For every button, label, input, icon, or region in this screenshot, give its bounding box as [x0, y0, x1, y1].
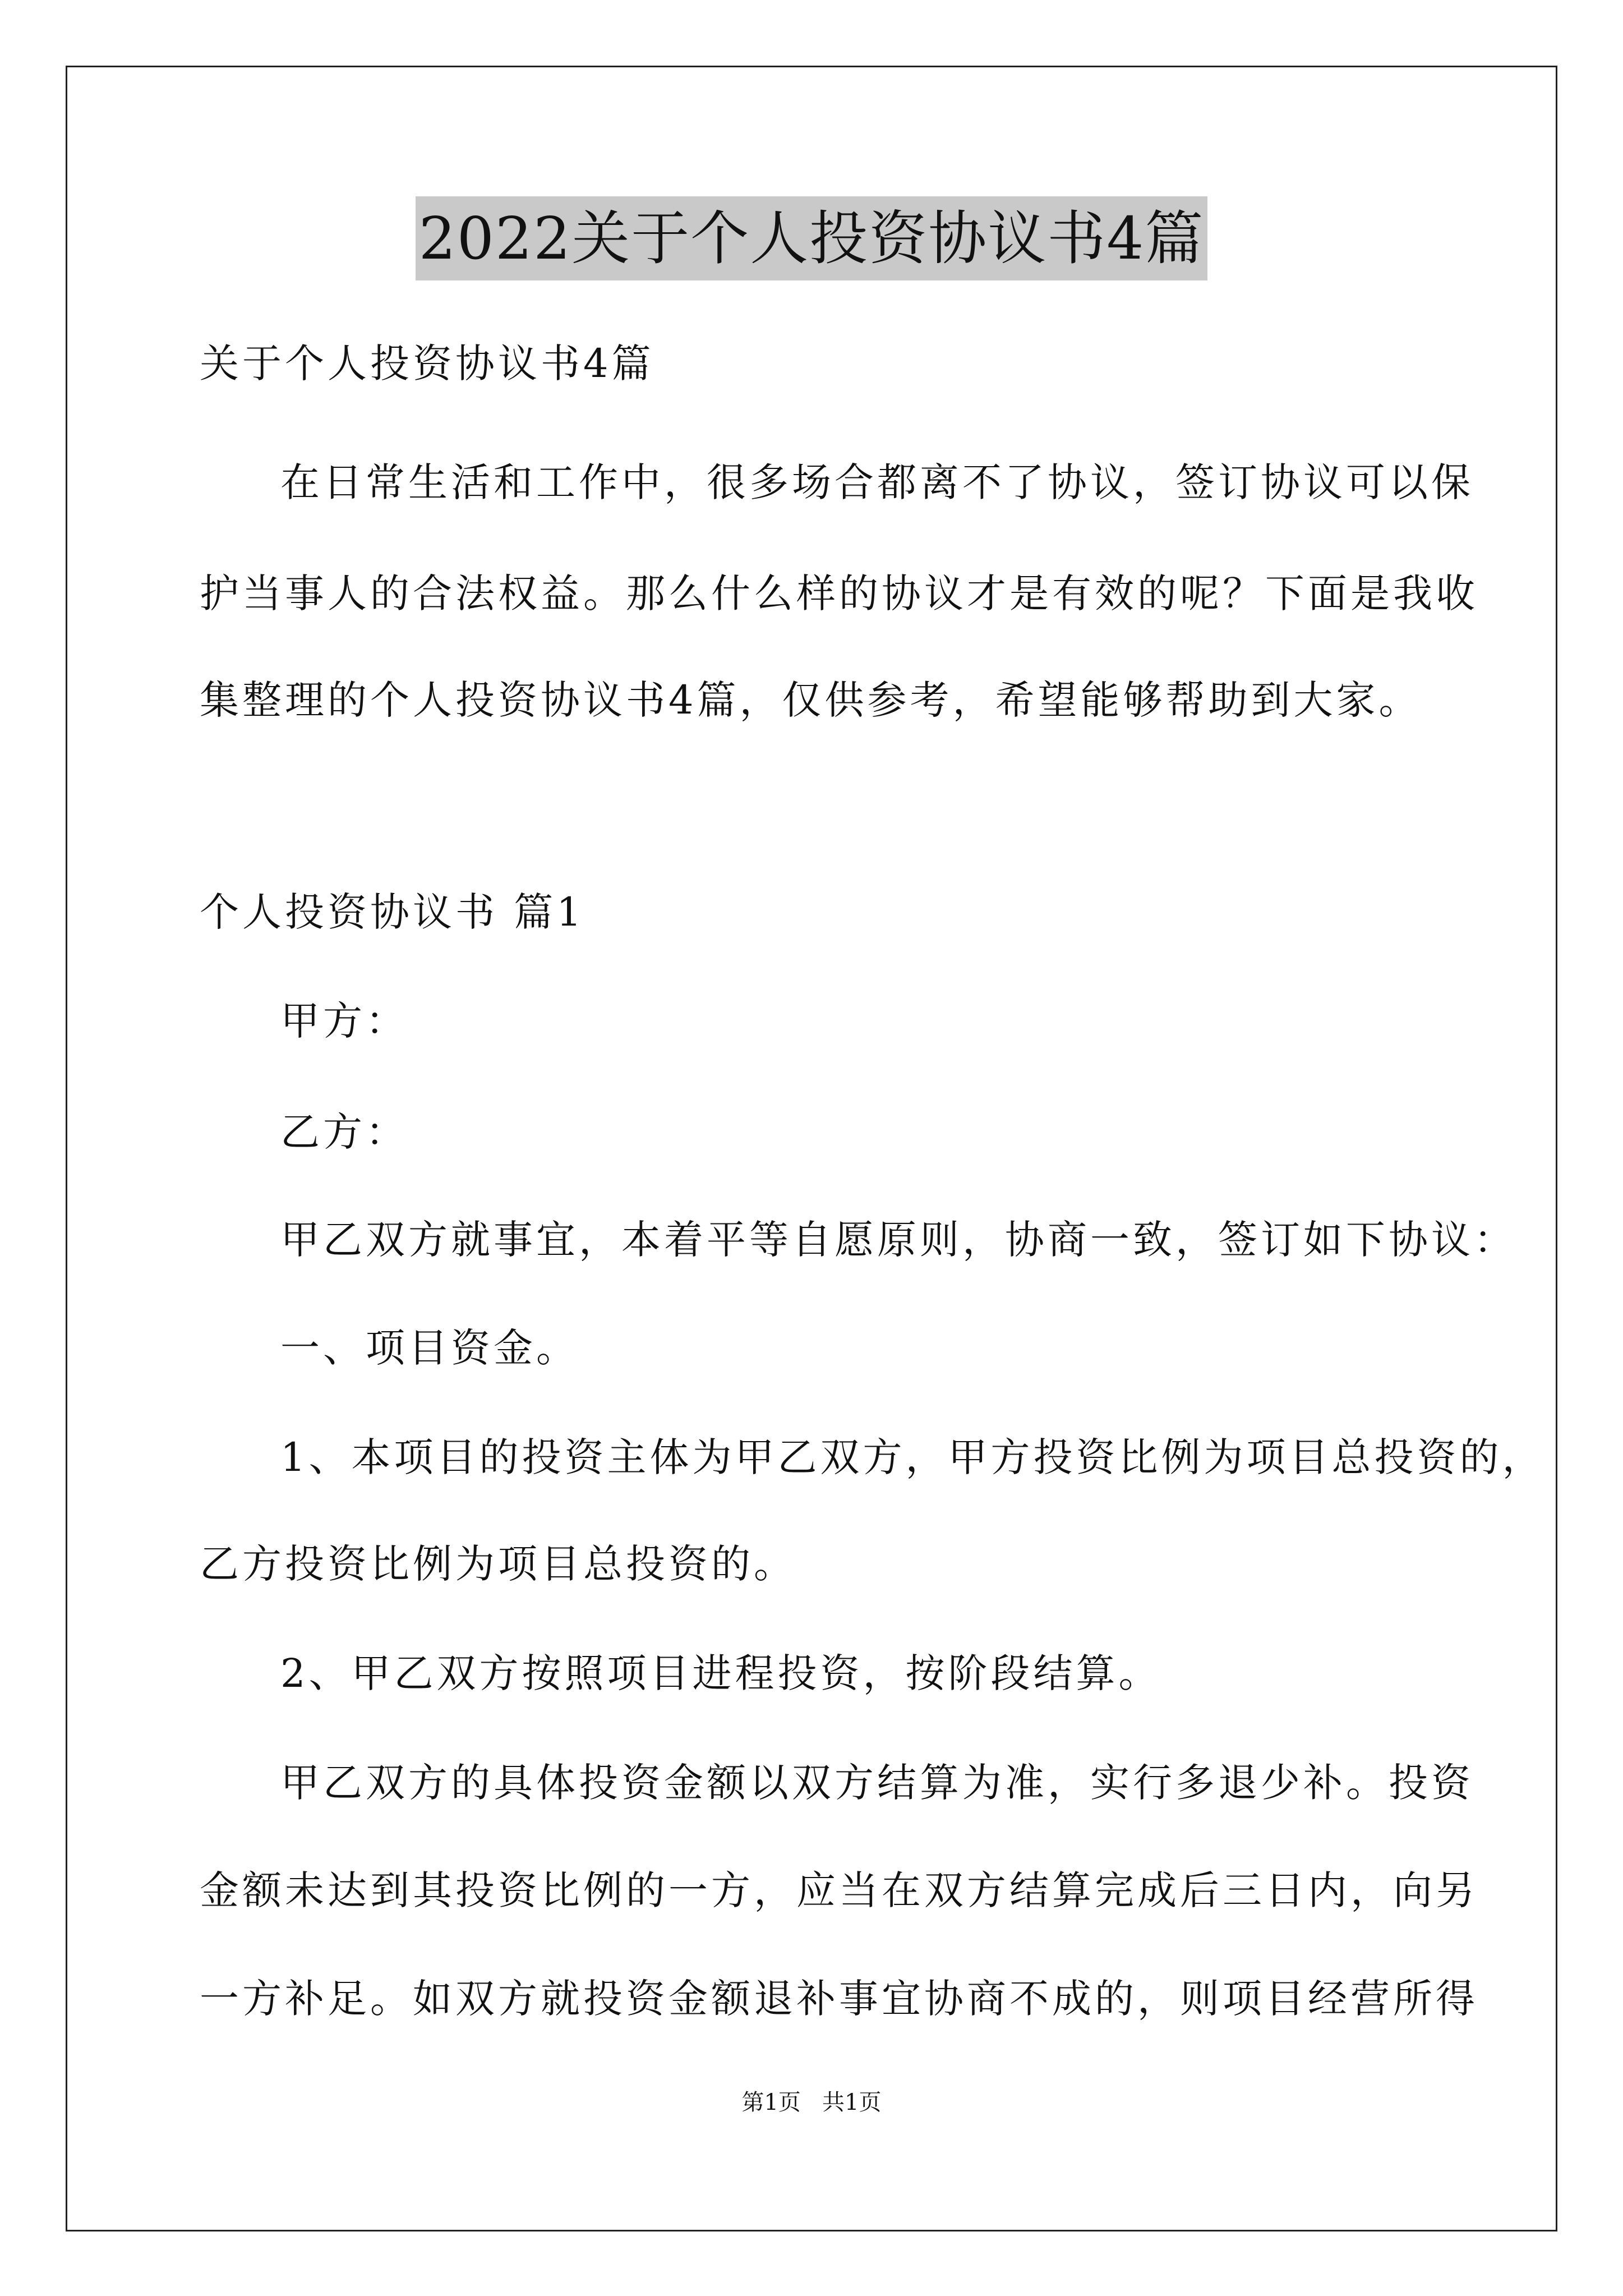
paragraph-line: 甲乙双方就事宜，本着平等自愿原则，协商一致，签订如下协议： [280, 1217, 1516, 1263]
page-footer: 第1页 共1页 [741, 2090, 882, 2115]
party-a-line: 甲方： [280, 998, 408, 1044]
paragraph-line: 1、本项目的投资主体为甲乙双方，甲方投资比例为项目总投资的， [280, 1434, 1545, 1480]
clause-heading: 一、项目资金。 [280, 1325, 579, 1371]
paragraph-line: 乙方投资比例为项目总投资的。 [200, 1541, 796, 1587]
paragraph-line: 甲乙双方的具体投资金额以双方结算为准，实行多退少补。投资 [280, 1760, 1474, 1806]
paragraph-line: 金额未达到其投资比例的一方，应当在双方结算完成后三日内，向另 [200, 1867, 1478, 1913]
paragraph-line: 在日常生活和工作中，很多场合都离不了协议，签订协议可以保 [280, 459, 1474, 505]
document-title: 2022关于个人投资协议书4篇 [416, 196, 1208, 280]
paragraph-line: 2、甲乙双方按照项目进程投资，按阶段结算。 [280, 1650, 1161, 1696]
paragraph-line: 一方补足。如双方就投资金额退补事宜协商不成的，则项目经营所得 [200, 1976, 1478, 2022]
paragraph-line: 集整理的个人投资协议书4篇，仅供参考，希望能够帮助到大家。 [200, 677, 1422, 723]
subtitle: 关于个人投资协议书4篇 [200, 341, 654, 386]
paragraph-line: 护当事人的合法权益。那么什么样的协议才是有效的呢？下面是我收 [200, 570, 1478, 616]
party-b-line: 乙方： [280, 1109, 408, 1155]
section-heading: 个人投资协议书 篇1 [200, 889, 585, 935]
title-wrap [0, 196, 1623, 280]
